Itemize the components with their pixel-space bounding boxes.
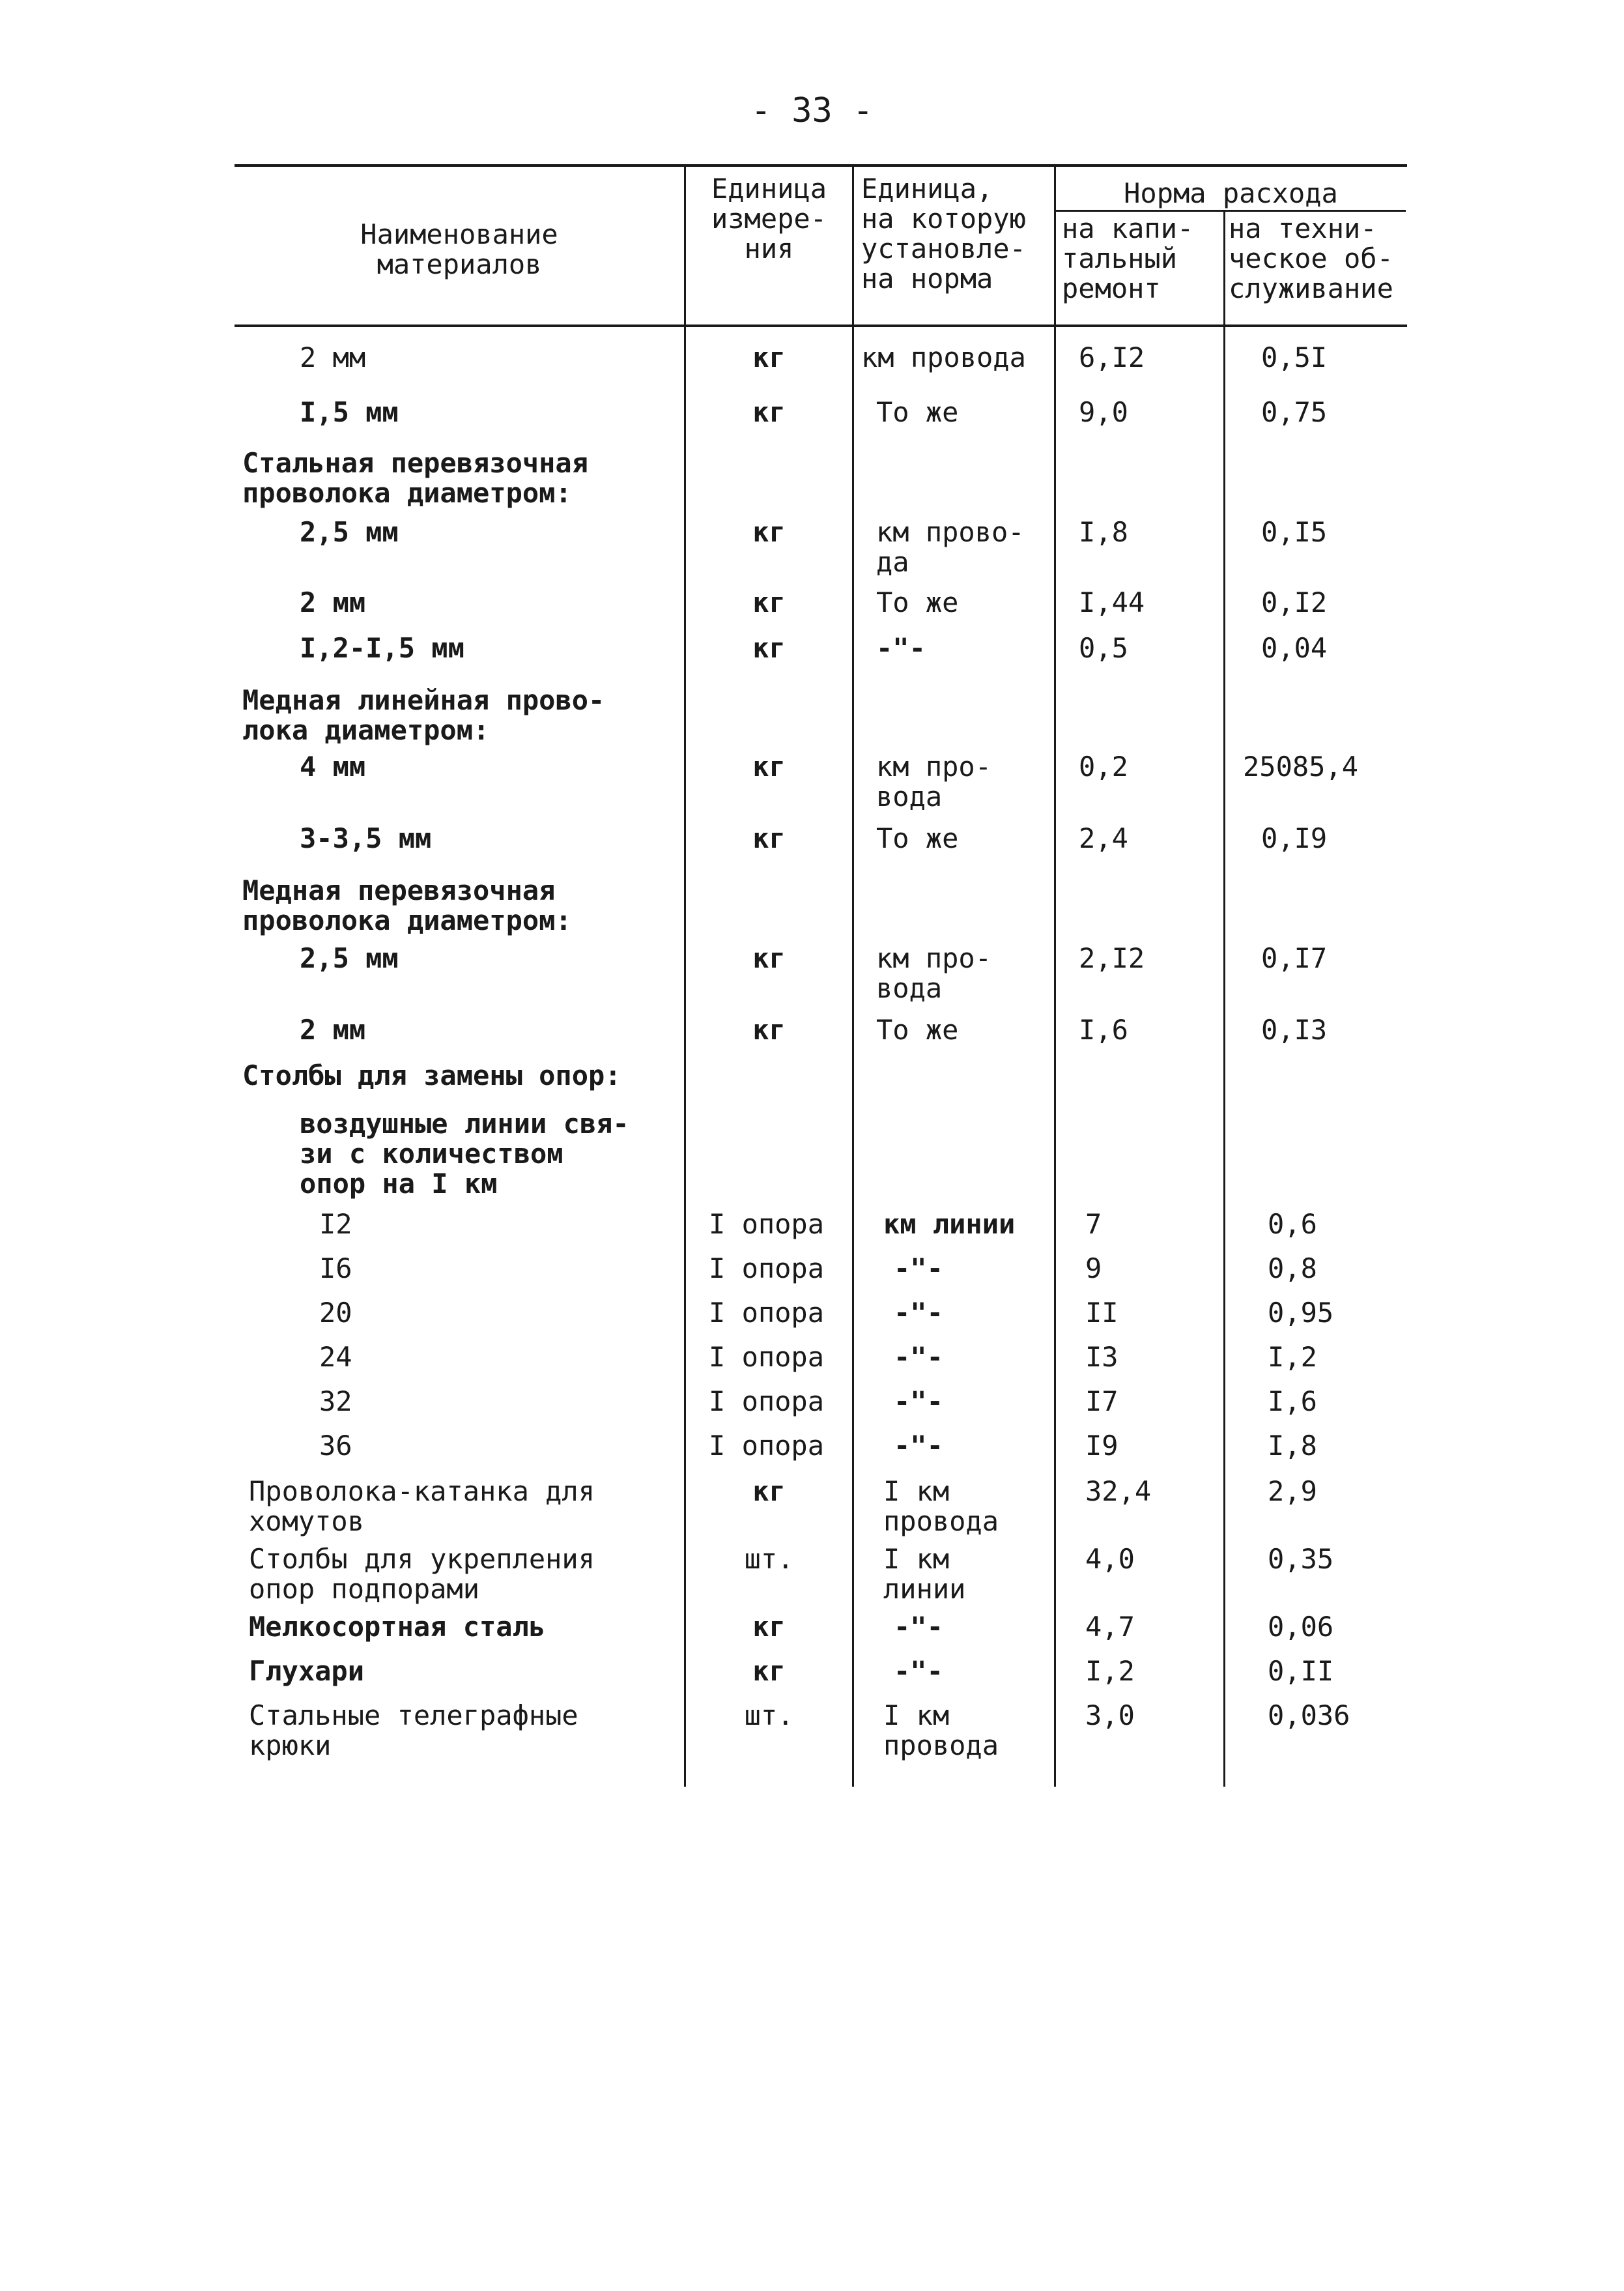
row-unit: кг xyxy=(752,822,786,854)
row-norm-unit: I км линии xyxy=(883,1543,966,1605)
row-tech: 0,95 xyxy=(1268,1297,1334,1329)
row-name: Столбы для укрепления опор подпорами xyxy=(249,1543,595,1605)
row-tech: 0,35 xyxy=(1268,1543,1334,1575)
row-unit: кг xyxy=(752,1014,786,1046)
row-capital: I,6 xyxy=(1079,1014,1128,1046)
row-name: Столбы для замены опор: xyxy=(242,1059,621,1091)
row-unit: кг xyxy=(752,396,786,428)
header-name: Наименование материалов xyxy=(360,218,558,280)
row-name: I6 xyxy=(319,1252,352,1284)
row-capital: I,44 xyxy=(1079,586,1145,618)
row-capital: I7 xyxy=(1085,1385,1118,1417)
row-name: 32 xyxy=(319,1385,352,1417)
row-capital: 2,4 xyxy=(1079,822,1128,854)
row-capital: 3,0 xyxy=(1085,1699,1135,1731)
row-unit: I опора xyxy=(709,1341,825,1373)
row-tech: I,2 xyxy=(1268,1341,1317,1373)
row-unit: шт. xyxy=(744,1699,794,1731)
row-name: 2,5 мм xyxy=(300,516,399,548)
row-unit: I опора xyxy=(709,1252,825,1284)
row-name: Медная перевязочная проволока диаметром: xyxy=(242,874,572,936)
row-unit: кг xyxy=(752,586,786,618)
row-unit: шт. xyxy=(744,1543,794,1575)
row-name: I2 xyxy=(319,1208,352,1240)
row-norm-unit: То же xyxy=(876,396,959,428)
row-tech: 0,6 xyxy=(1268,1208,1317,1240)
row-norm-unit: км про- вода xyxy=(876,942,992,1004)
row-norm-unit: -"- xyxy=(894,1430,943,1462)
norm-group-rule xyxy=(1054,210,1406,212)
col-divider-2 xyxy=(852,164,854,1787)
row-tech: I,6 xyxy=(1268,1385,1317,1417)
row-name: 2,5 мм xyxy=(300,942,399,974)
row-name: Мелкосортная сталь xyxy=(249,1611,546,1643)
row-name: 20 xyxy=(319,1297,352,1329)
row-tech: 0,8 xyxy=(1268,1252,1317,1284)
row-tech: 0,I5 xyxy=(1261,516,1328,548)
row-norm-unit: То же xyxy=(876,1014,959,1046)
materials-table xyxy=(235,164,1407,1793)
row-name: 2 мм xyxy=(300,586,366,618)
row-name: I,5 мм xyxy=(300,396,399,428)
row-unit: I опора xyxy=(709,1297,825,1329)
row-tech: 0,II xyxy=(1268,1655,1334,1687)
row-capital: I,8 xyxy=(1079,516,1128,548)
header-tech-service: на техни- ческое об- служивание xyxy=(1229,212,1393,304)
row-capital: I3 xyxy=(1085,1341,1118,1373)
row-norm-unit: км линии xyxy=(883,1208,1016,1240)
header-bottom-rule xyxy=(235,324,1407,327)
row-capital: I9 xyxy=(1085,1430,1118,1462)
row-norm-unit: -"- xyxy=(894,1655,943,1687)
row-capital: 6,I2 xyxy=(1079,341,1145,373)
row-capital: 0,5 xyxy=(1079,632,1128,664)
row-tech: 0,04 xyxy=(1261,632,1328,664)
row-norm-unit: -"- xyxy=(894,1385,943,1417)
row-unit: кг xyxy=(752,1475,786,1507)
header-unit: Единица измере- ния xyxy=(711,173,827,265)
row-tech: 0,I7 xyxy=(1261,942,1328,974)
row-unit: кг xyxy=(752,1655,786,1687)
row-name: I,2-I,5 мм xyxy=(300,632,464,664)
row-name: 3-3,5 мм xyxy=(300,822,432,854)
row-tech: 0,06 xyxy=(1268,1611,1334,1643)
row-norm-unit: -"- xyxy=(894,1611,943,1643)
row-capital: 7 xyxy=(1085,1208,1102,1240)
row-norm-unit: То же xyxy=(876,586,959,618)
row-capital: 4,0 xyxy=(1085,1543,1135,1575)
row-norm-unit: км провода xyxy=(861,341,1026,373)
row-unit: I опора xyxy=(709,1208,825,1240)
row-capital: 4,7 xyxy=(1085,1611,1135,1643)
row-capital: 9 xyxy=(1085,1252,1102,1284)
row-unit: кг xyxy=(752,1611,786,1643)
row-capital: 2,I2 xyxy=(1079,942,1145,974)
header-capital-repair: на капи- тальный ремонт xyxy=(1062,212,1194,304)
table-top-rule xyxy=(235,164,1407,167)
row-tech: 2,9 xyxy=(1268,1475,1317,1507)
col-divider-3 xyxy=(1054,164,1056,1787)
row-norm-unit: -"- xyxy=(894,1252,943,1284)
row-unit: кг xyxy=(752,751,786,783)
row-tech: 0,5I xyxy=(1261,341,1328,373)
row-unit: кг xyxy=(752,942,786,974)
row-norm-unit: I км провода xyxy=(883,1699,999,1761)
row-norm-unit: I км провода xyxy=(883,1475,999,1537)
row-name: Глухари xyxy=(249,1655,365,1687)
row-name: Медная линейная прово- лока диаметром: xyxy=(242,684,605,746)
row-name: 4 мм xyxy=(300,751,366,783)
row-tech: 0,I3 xyxy=(1261,1014,1328,1046)
row-name: Проволока-катанка для хомутов xyxy=(249,1475,595,1537)
row-tech: 0,I2 xyxy=(1261,586,1328,618)
row-tech: 0,75 xyxy=(1261,396,1328,428)
col-divider-4 xyxy=(1223,210,1225,1787)
row-name: 2 мм xyxy=(300,341,366,373)
row-tech: 25085,4 xyxy=(1243,751,1359,783)
row-unit: кг xyxy=(752,516,786,548)
row-name: 36 xyxy=(319,1430,352,1462)
header-norm-unit: Единица, на которую установле- на норма xyxy=(861,173,1026,295)
row-norm-unit: км прово- да xyxy=(876,516,1025,578)
row-tech: 0,I9 xyxy=(1261,822,1328,854)
row-name: 24 xyxy=(319,1341,352,1373)
row-norm-unit: -"- xyxy=(894,1297,943,1329)
row-name: Стальная перевязочная проволока диаметром: xyxy=(242,447,589,509)
row-unit: кг xyxy=(752,632,786,664)
row-capital: 0,2 xyxy=(1079,751,1128,783)
row-capital: II xyxy=(1085,1297,1118,1329)
row-unit: I опора xyxy=(709,1430,825,1462)
row-capital: 9,0 xyxy=(1079,396,1128,428)
page-number: - 33 - xyxy=(750,91,874,130)
row-norm-unit: км про- вода xyxy=(876,751,992,813)
row-tech: I,8 xyxy=(1268,1430,1317,1462)
row-norm-unit: То же xyxy=(876,822,959,854)
row-unit: I опора xyxy=(709,1385,825,1417)
row-name: Стальные телеграфные крюки xyxy=(249,1699,578,1761)
row-tech: 0,036 xyxy=(1268,1699,1350,1731)
row-norm-unit: -"- xyxy=(894,1341,943,1373)
row-capital: I,2 xyxy=(1085,1655,1135,1687)
row-name: 2 мм xyxy=(300,1014,366,1046)
row-unit: кг xyxy=(752,341,786,373)
row-name: воздушные линии свя- зи с количеством опор на I км xyxy=(300,1108,629,1200)
row-norm-unit: -"- xyxy=(876,632,926,664)
header-norm-group: Норма расхода xyxy=(1124,177,1338,209)
row-capital: 32,4 xyxy=(1085,1475,1152,1507)
